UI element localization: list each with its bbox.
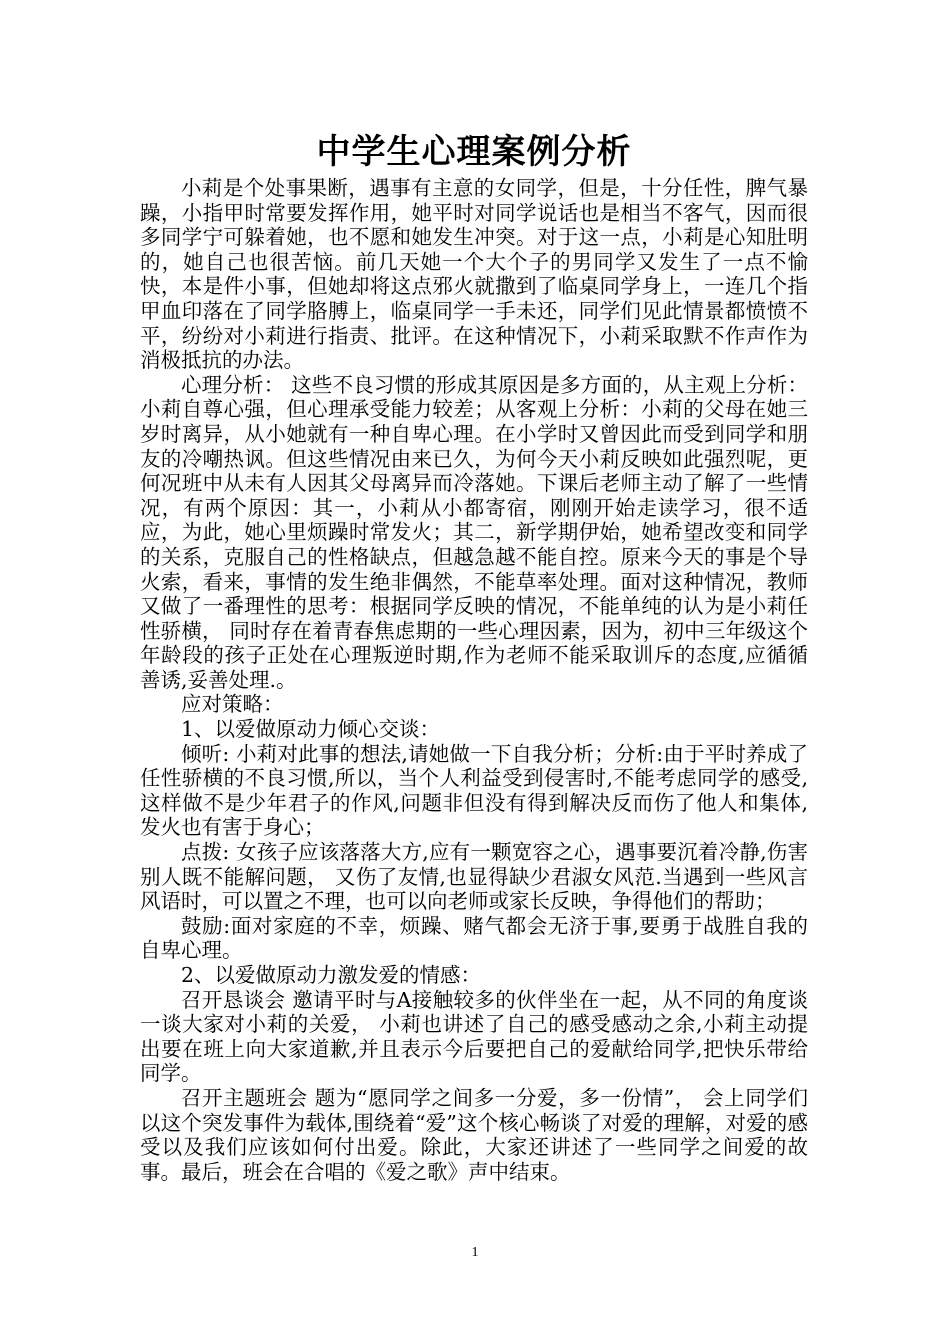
paragraph-encouragement: 鼓励:面对家庭的不幸，烦躁、赌气都会无济于事,要勇于战胜自我的自卑心理。	[140, 913, 808, 963]
document-page	[140, 130, 808, 1184]
paragraph-case-description: 小莉是个处事果断，遇事有主意的女同学，但是，十分任性，脾气暴躁，小指甲时常要发挥作用，她平时对同学说话也是相当不客气，因而很多同学宁可躲着她，也不愿和她发生冲突。对于这一点，小莉是心知肚明的，她自己也很苦恼。前几天她一个大个子的男同学又发生了一点不愉快，本是件小事，但她却将这点邪火就撒到了临桌同学身上，一连几个指甲血印落在了同学胳膊上，临桌同学一手未还，同学们见此情景都愤愤不平，纷纷对小莉进行指责、批评。在这种情况下，小莉采取默不作声作为消极抵抗的办法。	[140, 176, 808, 373]
paragraph-strategy-heading: 应对策略：	[181, 692, 284, 717]
paragraph-strategy-1-heading: 1、以爱做原动力倾心交谈：	[181, 717, 441, 742]
paragraph-guidance: 点拨: 女孩子应该落落大方,应有一颗宽容之心，遇事要沉着冷静,伤害别人既不能解问题， 又伤了友情,也显得缺少君淑女风范.当遇到一些风言风语时，可以置之不理，也可以向老师或家长反映，争得他们的帮助；	[140, 840, 808, 914]
paragraph-strategy-2-heading: 2、以爱做原动力激发爱的情感：	[181, 963, 482, 987]
document-title: 中学生心理案例分析	[316, 132, 632, 172]
paragraph-psychological-analysis: 心理分析： 这些不良习惯的形成其原因是多方面的，从主观上分析：小莉自尊心强，但心理承受能力较差；从客观上分析：小莉的父母在她三岁时离异，从小她就有一种自卑心理。在小学时又曾因此而受到同学和朋友的冷嘲热讽。但这些情况由来已久，为何今天小莉反映如此强烈呢，更何况班中从未有人因其父母离异而冷落她。下课后老师主动了解了一些情况，有两个原因：其一，小莉从小都寄宿，刚刚开始走读学习，很不适应，为此，她心里烦躁时常发火；其二，新学期伊始，她希望改变和同学的关系，克服自己的性格缺点，但越急越不能自控。原来今天的事是个导火索，看来，事情的发生绝非偶然，不能草率处理。面对这种情况，教师又做了一番理性的思考：根据同学反映的情况，不能单纯的认为是小莉任性骄横， 同时存在着青春焦虑期的一些心理因素，因为，初中三年级这个年龄段的孩子正处在心理叛逆时期,作为老师不能采取训斥的态度,应循循善诱,妥善处理.。	[140, 372, 808, 692]
page-number: 1	[471, 1245, 479, 1260]
paragraph-discussion-meeting: 召开恳谈会 邀请平时与A接触较多的伙伴坐在一起，从不同的角度谈一谈大家对小莉的关爱， 小莉也讲述了自己的感受感动之余,小莉主动提出要在班上向大家道歉,并且表示今后要把自己的爱献给同学,把快乐带给同学。	[140, 987, 808, 1086]
paragraph-theme-class-meeting: 召开主题班会 题为“愿同学之间多一分爱，多一份情”， 会上同学们以这个突发事件为载体,围绕着“爱”这个核心畅谈了对爱的理解，对爱的感受以及我们应该如何付出爱。除此，大家还讲述了一些同学之间爱的故事。最后，班会在合唱的《爱之歌》声中结束。	[140, 1085, 808, 1184]
paragraph-listening: 倾听: 小莉对此事的想法,请她做一下自我分析；分析:由于平时养成了任性骄横的不良习惯,所以，当个人利益受到侵害时,不能考虑同学的感受,这样做不是少年君子的作风,问题非但没有得到解决反而伤了他人和集体,发火也有害于身心；	[140, 741, 808, 840]
